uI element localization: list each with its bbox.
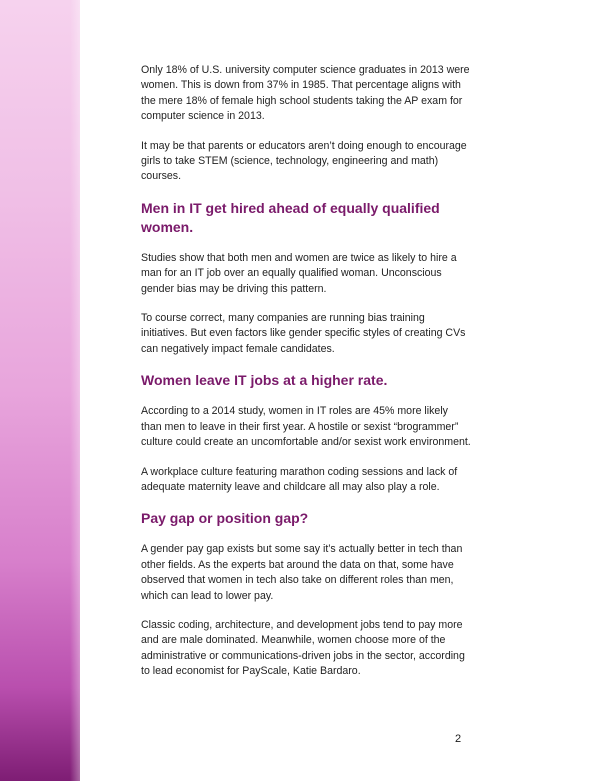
- heading-men-hired-ahead: Men in IT get hired ahead of equally qualified women.: [141, 199, 440, 235]
- heading-pay-gap: Pay gap or position gap?: [141, 510, 309, 527]
- paragraph-classic-coding: Classic coding, architecture, and development jobs tend to pay more and are male dominated. Meanwhile, women choose more of the administrative or communications-driven jobs in the sector, according to lead economist for PayScale, Katie Bardaro.: [141, 618, 465, 678]
- paragraph-workplace-culture: A workplace culture featuring marathon coding sessions and lack of adequate maternity leave and childcare all may also play a role.: [141, 465, 458, 493]
- paragraph-pay-gap: A gender pay gap exists but some say it’s actually better in tech than other fields. As the experts bat around the data on that, some have observed that women in tech also take on different roles than men, which can lead to lower pay.: [141, 543, 463, 602]
- page-number: 2: [455, 733, 462, 745]
- decorative-side-band: [0, 0, 80, 781]
- paragraph-bias-training: To course correct, many companies are running bias training initiatives. But even factors like gender specific styles of creating CVs can negatively impact female candidates.: [141, 312, 466, 355]
- paragraph-hiring-bias: Studies show that both men and women are twice as likely to hire a man for an IT job over an equally qualified woman. Unconscious gender bias may be driving this pattern.: [141, 251, 457, 295]
- page-content: [141, 63, 471, 694]
- paragraph-cs-graduates: Only 18% of U.S. university computer science graduates in 2013 were women. This is down from 37% in 1985. That percentage aligns with the mere 18% of female high school students taking the AP exam for computer science in 2013.: [141, 64, 470, 123]
- heading-women-leave: Women leave IT jobs at a higher rate.: [141, 372, 388, 389]
- paragraph-stem-encouragement: It may be that parents or educators aren’t doing enough to encourage girls to take STEM (science, technology, engineering and math) courses.: [141, 139, 467, 183]
- paragraph-2014-study: According to a 2014 study, women in IT roles are 45% more likely than men to leave in their first year. A hostile or sexist “brogrammer” culture could create an uncomfortable and/or sexist work environment.: [141, 405, 471, 449]
